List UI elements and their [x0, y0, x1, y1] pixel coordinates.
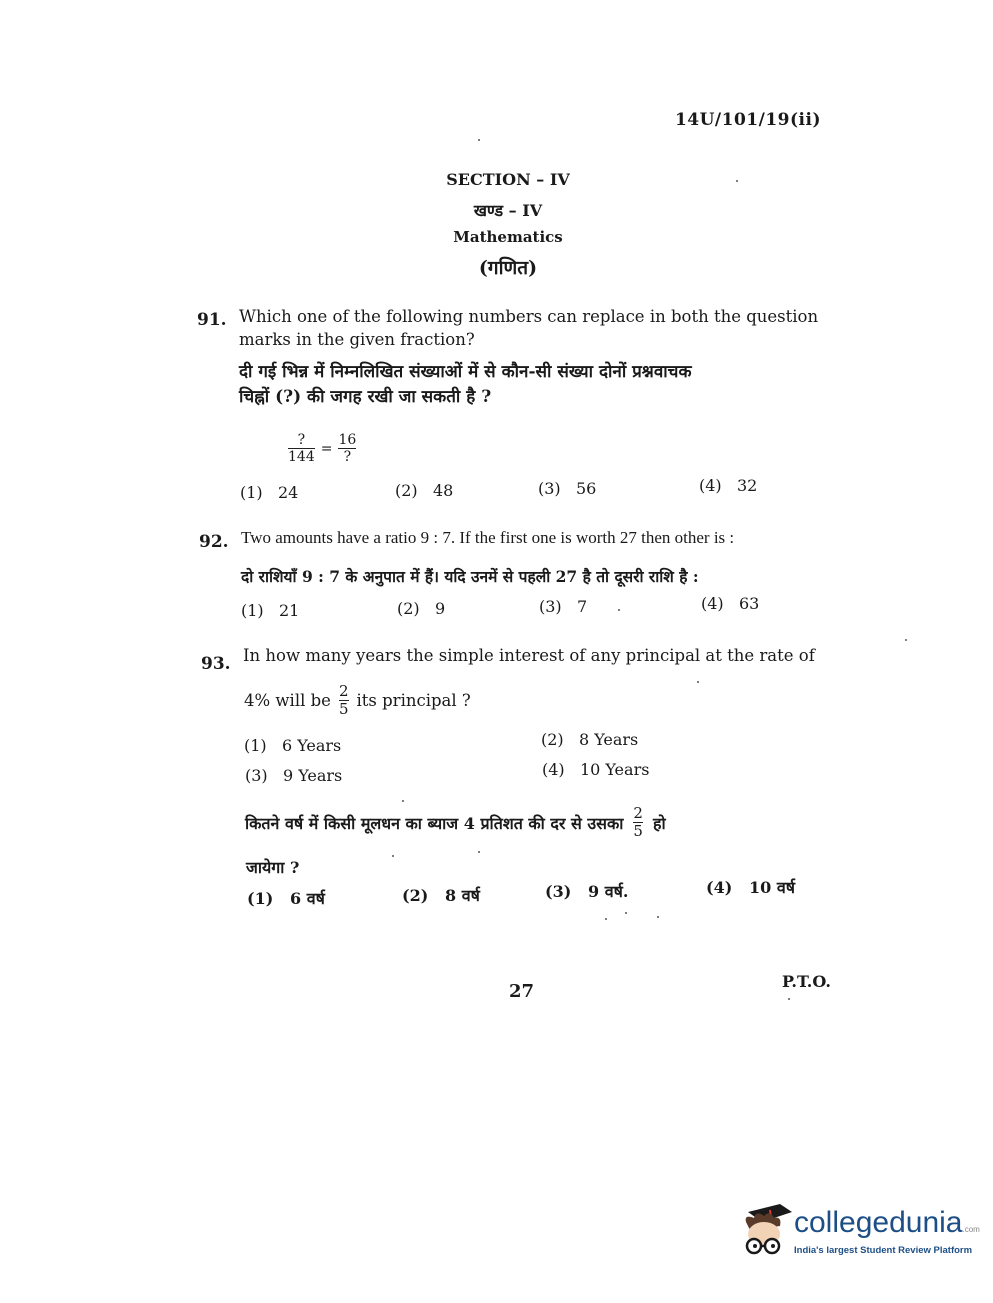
- q93-option-2[interactable]: [541, 730, 638, 749]
- q91-fraction-right: [338, 432, 356, 465]
- option-number: (3): [539, 597, 562, 616]
- q91-right-denominator: ?: [343, 449, 352, 465]
- q93-hindi-denominator: 5: [633, 822, 643, 840]
- option-value: 32: [736, 476, 758, 495]
- q91-equation: [288, 432, 356, 465]
- scan-speck: [392, 855, 394, 857]
- option-number: (1): [244, 736, 267, 755]
- option-value: 6 वर्ष: [290, 889, 325, 908]
- q93-hindi-post: हो: [652, 813, 666, 833]
- scan-speck: [736, 180, 738, 182]
- q93-option-3[interactable]: [245, 766, 342, 785]
- pto-label: P.T.O.: [782, 972, 831, 991]
- option-value: 48: [432, 481, 454, 500]
- scan-speck: [402, 800, 404, 802]
- q91-number: 91.: [197, 310, 227, 330]
- q92-hindi: दो राशियाँ 9 : 7 के अनुपात में हैं। यदि उनमें से पहली 27 है तो दूसरी राशि है :: [241, 567, 699, 586]
- q91-text-line2: marks in the given fraction?: [239, 330, 475, 349]
- option-number: (2): [397, 599, 420, 618]
- mascot-icon: [736, 1196, 794, 1266]
- scan-speck: [478, 139, 480, 141]
- q91-option-1[interactable]: [240, 483, 298, 502]
- option-value: 7: [576, 597, 588, 616]
- q93-text-post: its principal ?: [356, 691, 471, 710]
- option-number: (3): [545, 882, 572, 901]
- q91-option-3[interactable]: [538, 479, 596, 498]
- scan-speck: [605, 918, 607, 920]
- q93-option-4[interactable]: [542, 760, 649, 779]
- option-number: (4): [701, 594, 724, 613]
- q93-hindi-numerator: 2: [633, 804, 643, 822]
- option-value: 8 वर्ष: [445, 886, 480, 905]
- q93-hindi-option-2[interactable]: [402, 884, 480, 906]
- q93-text-pre: 4% will be: [244, 691, 331, 710]
- q91-left-numerator: ?: [297, 432, 306, 448]
- option-number: (1): [247, 889, 274, 908]
- q91-option-2[interactable]: [395, 481, 453, 500]
- q92-text: Two amounts have a ratio 9 : 7. If the first one is worth 27 then other is :: [241, 528, 735, 547]
- logo-brand-text: collegedunia: [794, 1206, 963, 1239]
- option-value: 24: [277, 483, 299, 502]
- scan-speck: [478, 851, 480, 853]
- option-number: (2): [541, 730, 564, 749]
- q91-left-denominator: 144: [288, 449, 315, 465]
- q92-option-3[interactable]: [539, 597, 587, 616]
- q93-hindi-line2: जायेगा ?: [246, 858, 300, 877]
- q93-hindi-option-3[interactable]: [545, 880, 628, 902]
- option-value: 9: [434, 599, 446, 618]
- collegedunia-logo: [736, 1196, 980, 1266]
- scan-speck: [618, 609, 620, 611]
- option-number: (4): [542, 760, 565, 779]
- option-number: (3): [538, 479, 561, 498]
- option-number: (3): [245, 766, 268, 785]
- option-value: 8 Years: [578, 730, 639, 749]
- logo-tagline: India's largest Student Review Platform: [794, 1245, 973, 1256]
- q92-number: 92.: [199, 532, 229, 552]
- option-number: (2): [395, 481, 418, 500]
- q92-option-2[interactable]: [397, 599, 445, 618]
- section-title: SECTION – IV: [446, 170, 570, 189]
- q93-hindi-pre: कितने वर्ष में किसी मूलधन का ब्याज 4 प्रतिशत की दर से उसका: [245, 813, 624, 833]
- q93-hindi-line1: [245, 805, 666, 840]
- q91-equals-sign: =: [320, 440, 333, 457]
- q93-fraction: [339, 683, 349, 718]
- q93-number: 93.: [201, 654, 231, 674]
- option-value: 9 Years: [282, 766, 343, 785]
- q93-option-1[interactable]: [244, 736, 341, 755]
- scan-speck: [697, 681, 699, 683]
- paper-code: 14U/101/19(ii): [674, 110, 821, 130]
- option-number: (4): [699, 476, 722, 495]
- q91-hindi-line2: चिह्नों (?) की जगह रखी जा सकती है ?: [239, 387, 492, 407]
- scan-speck: [657, 916, 659, 918]
- q93-text-line1: In how many years the simple interest of any principal at the rate of: [243, 646, 815, 665]
- logo-brand-name: [794, 1206, 980, 1240]
- q93-hindi-option-1[interactable]: [247, 887, 325, 909]
- option-value: 6 Years: [281, 736, 342, 755]
- q91-option-4[interactable]: [699, 476, 757, 495]
- option-number: (1): [241, 601, 264, 620]
- q91-hindi-line1: दी गई भिन्न में निम्नलिखित संख्याओं में से कौन-सी संख्या दोनों प्रश्नवाचक: [239, 362, 692, 382]
- scan-speck: [625, 912, 627, 914]
- q91-right-numerator: 16: [338, 432, 357, 448]
- q93-denominator: 5: [338, 700, 349, 718]
- q91-fraction-left: [288, 432, 315, 465]
- q91-text-line1: Which one of the following numbers can replace in both the question: [239, 307, 819, 326]
- scan-speck: [788, 998, 790, 1000]
- q92-option-1[interactable]: [241, 601, 299, 620]
- logo-brand-suffix: .com: [962, 1225, 980, 1234]
- option-value: 63: [738, 594, 760, 613]
- q93-numerator: 2: [338, 682, 349, 700]
- section-title-hindi: खण्ड – IV: [473, 201, 543, 220]
- page-number: 27: [509, 981, 535, 1002]
- option-value: 56: [575, 479, 597, 498]
- option-value: 21: [278, 601, 300, 620]
- option-number: (1): [240, 483, 263, 502]
- q93-text-line2: [244, 683, 471, 718]
- q92-option-4[interactable]: [701, 594, 759, 613]
- subject-title: Mathematics: [453, 228, 563, 246]
- option-number: (4): [706, 878, 733, 897]
- subject-title-hindi: (गणित): [478, 257, 538, 279]
- q93-hindi-fraction: [633, 805, 643, 840]
- q93-hindi-option-4[interactable]: [706, 876, 795, 898]
- option-value: 9 वर्ष.: [588, 882, 629, 901]
- option-value: 10 Years: [579, 760, 650, 779]
- scan-speck: [905, 639, 907, 641]
- option-value: 10 वर्ष: [749, 878, 795, 897]
- option-number: (2): [402, 886, 429, 905]
